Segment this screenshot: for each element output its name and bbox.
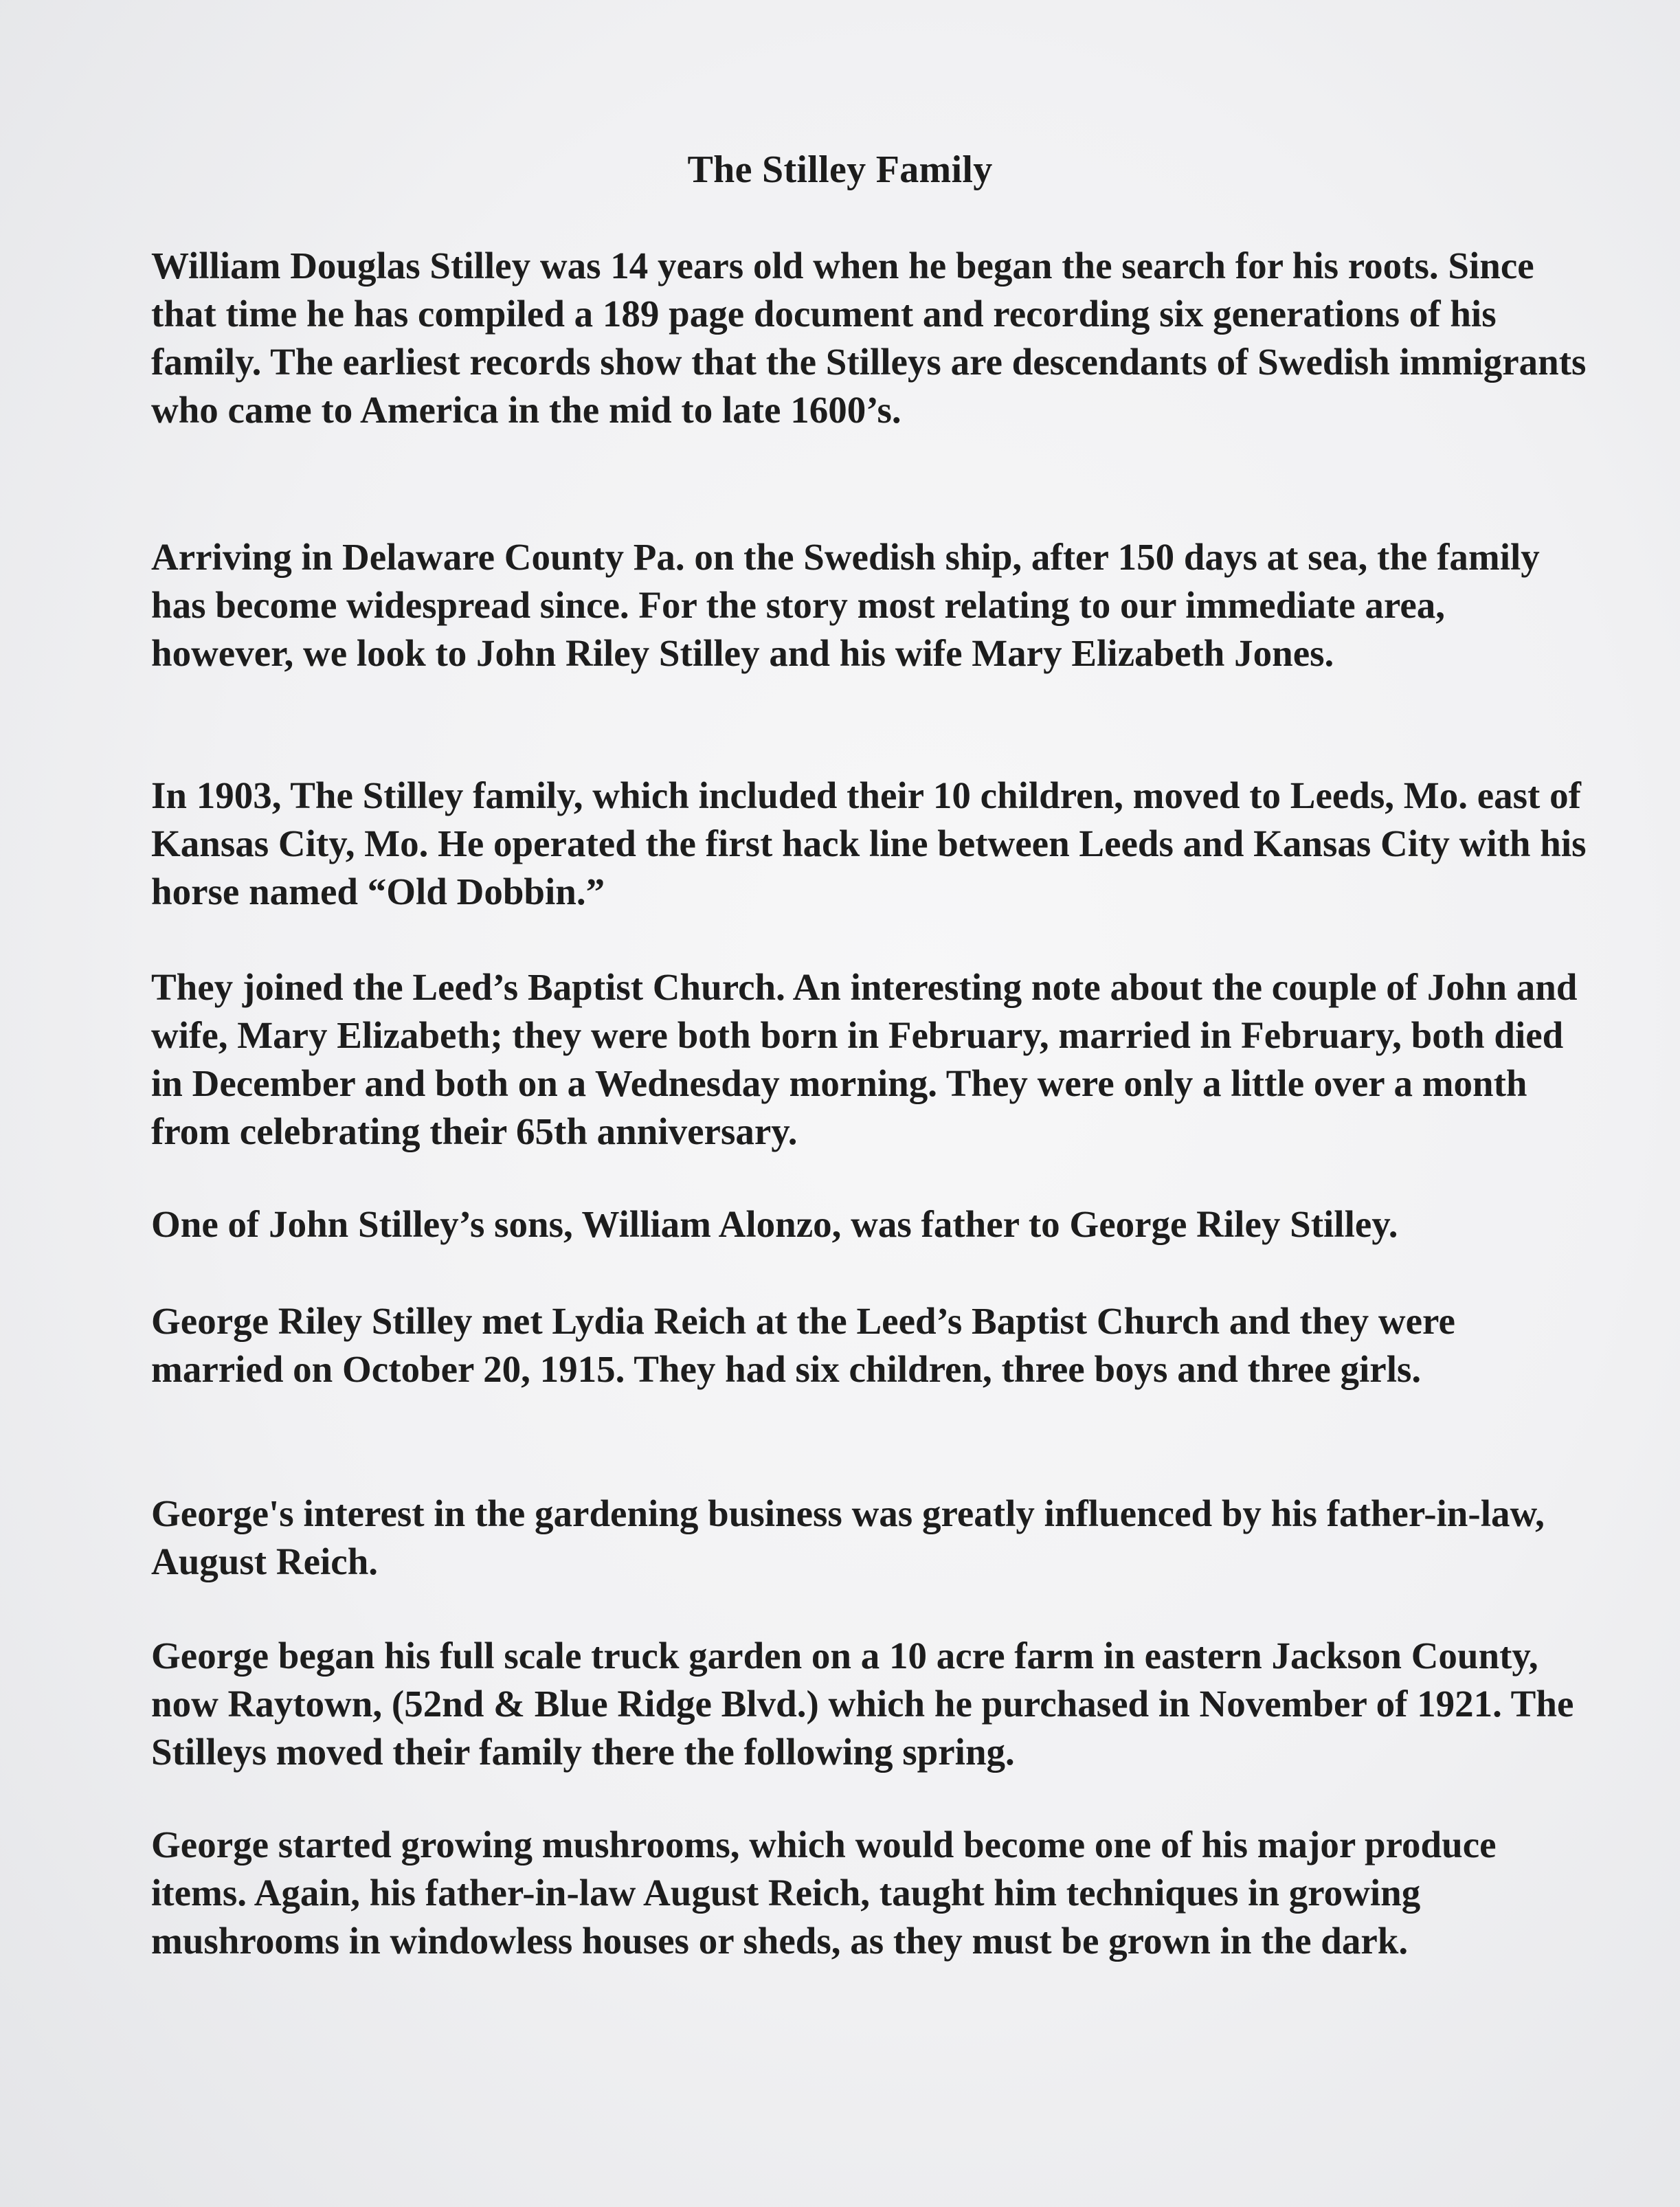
paragraph-roots: William Douglas Stilley was 14 years old when he began the search for his roots. Since that time he has compiled a 189 page document and recording six generations of his family. The earliest records show that the Stilleys are descendants of Swedish immigrants who came to America in the mid to late 1600’s. — [151, 245, 1587, 431]
paragraph-truck-garden: George began his full scale truck garden on a 10 acre farm in eastern Jackson County, now Raytown, (52nd & Blue Ridge Blvd.) which he purchased in November of 1921. The Stilleys moved their family there the following spring. — [151, 1635, 1574, 1773]
paragraph-arrival: Arriving in Delaware County Pa. on the Swedish ship, after 150 days at sea, the family has become widespread since. For the story most relating to our immediate area, however, we look to John Riley Stilley and his wife Mary Elizabeth Jones. — [151, 536, 1540, 674]
document-title: The Stilley Family — [687, 148, 993, 191]
paragraph-baptist-church: They joined the Leed’s Baptist Church. An interesting note about the couple of John and wife, Mary Elizabeth; they were both born in February, married in February, both died in December and both on a Wednesday morning. They were only a little over a month from celebrating their 65th anniversary. — [151, 966, 1578, 1152]
paragraph-leeds: In 1903, The Stilley family, which included their 10 children, moved to Leeds, Mo. east of Kansas City, Mo. He operated the first hack line between Leeds and Kansas City with his horse named “Old Dobbin.” — [151, 774, 1587, 912]
paragraph-william-alonzo: One of John Stilley’s sons, William Alonzo, was father to George Riley Stilley. — [151, 1203, 1398, 1245]
paragraph-mushrooms: George started growing mushrooms, which would become one of his major produce items. Again, his father-in-law August Reich, taught him techniques in growing mushrooms in windowless houses or sheds, as they must be grown in the dark. — [151, 1824, 1497, 1962]
paragraph-gardening: George's interest in the gardening business was greatly influenced by his father-in-law, August Reich. — [151, 1492, 1545, 1582]
paragraph-marriage: George Riley Stilley met Lydia Reich at the Leed’s Baptist Church and they were married on October 20, 1915. They had six children, three boys and three girls. — [151, 1300, 1455, 1390]
